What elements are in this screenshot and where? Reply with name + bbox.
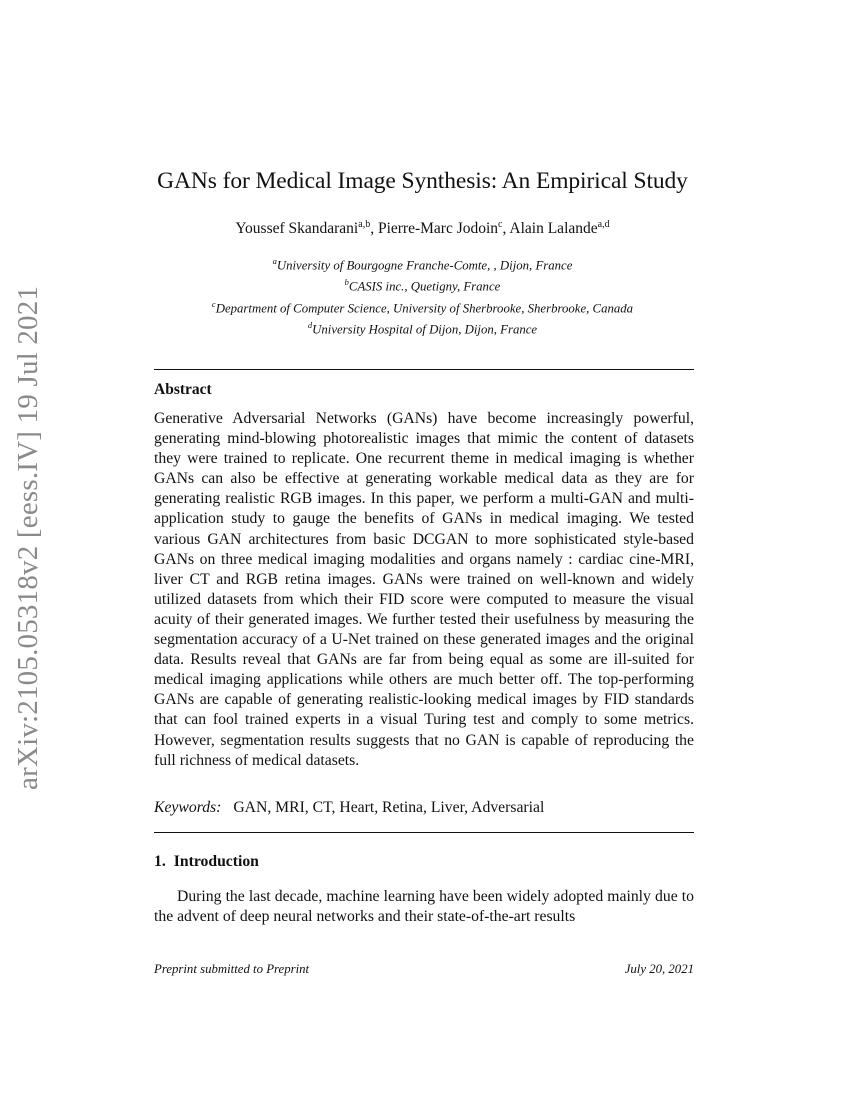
section-heading-introduction (154, 853, 259, 871)
abstract-top-rule (154, 369, 694, 370)
author-name: Pierre-Marc Jodoin (377, 220, 499, 238)
affil-mark: a (272, 256, 277, 266)
arxiv-stamp: arXiv:2105.05318v2 [eess.IV] 19 Jul 2021 (12, 285, 44, 790)
author-name: Alain Lalande (509, 220, 598, 238)
affiliation-list (150, 253, 695, 338)
section-title: Introduction (173, 853, 259, 870)
abstract-text: Generative Adversarial Networks (GANs) have become increasingly powerful, generating mind-blowing photorealistic images that mimic the content of datasets they were trained to replicate. One recurrent theme in medical imaging is whether GANs can also be effective at generating workable medical data as they are for generating realistic RGB images. In this paper, we perform a multi-GAN and multi-application study to gauge the benefits of GANs in medical imaging. We tested various GAN architectures from basic DCGAN to more sophisticated style-based GANs on three medical imaging modalities and organs namely : cardiac cine-MRI, liver CT and RGB retina images. GANs were trained on well-known and widely utilized datasets from which their FID score were computed to measure the visual acuity of their generated images. We further tested their usefulness by measuring the segmentation accuracy of a U-Net trained on these generated images and the original data. Results reveal that GANs are far from being equal as some are ill-suited for medical imaging applications while others are much better off. The top-performing GANs are capable of generating realistic-looking medical images by FID standards that can fool trained experts in a visual Turing test and comply to some metrics. However, segmentation results suggests that no GAN is capable of reproducing the full richness of medical datasets. (154, 410, 694, 769)
affil-text: CASIS inc., Quetigny, France (348, 279, 501, 294)
author-list (150, 219, 695, 238)
affiliation (150, 296, 695, 317)
keywords (154, 799, 694, 817)
author-affil-mark: a,d (597, 219, 610, 230)
author-separator: , (502, 220, 510, 238)
affil-text: University Hospital of Dijon, Dijon, France (312, 322, 538, 337)
author-separator: , (370, 220, 378, 238)
author-affil-mark: c (498, 219, 503, 230)
author-affil-mark: a,b (358, 219, 371, 230)
keywords-label: Keywords: (154, 799, 222, 816)
keywords-text: GAN, MRI, CT, Heart, Retina, Liver, Adversarial (233, 799, 545, 816)
affil-text: Department of Computer Science, University of Sherbrooke, Sherbrooke, Canada (215, 300, 634, 315)
affil-mark: b (344, 277, 349, 288)
affiliation (150, 317, 695, 338)
section-number: 1. (154, 853, 166, 870)
footer-date: July 20, 2021 (624, 962, 694, 976)
affiliation (150, 274, 695, 295)
affil-text: University of Bourgogne Franche-Comte, , Dijon, France (276, 258, 573, 273)
abstract-bottom-rule (154, 832, 694, 833)
footer-preprint-note: Preprint submitted to Preprint (154, 962, 310, 976)
introduction-text: During the last decade, machine learning have been widely adopted mainly due to the advent of deep neural networks and their state-of-the-art results (154, 888, 694, 926)
author-name: Youssef Skandarani (235, 220, 359, 238)
abstract-heading: Abstract (154, 381, 212, 398)
paper-title: GANs for Medical Image Synthesis: An Empirical Study (157, 168, 688, 194)
affil-mark: d (307, 319, 313, 330)
affiliation (150, 253, 695, 274)
affil-mark: c (211, 298, 216, 309)
